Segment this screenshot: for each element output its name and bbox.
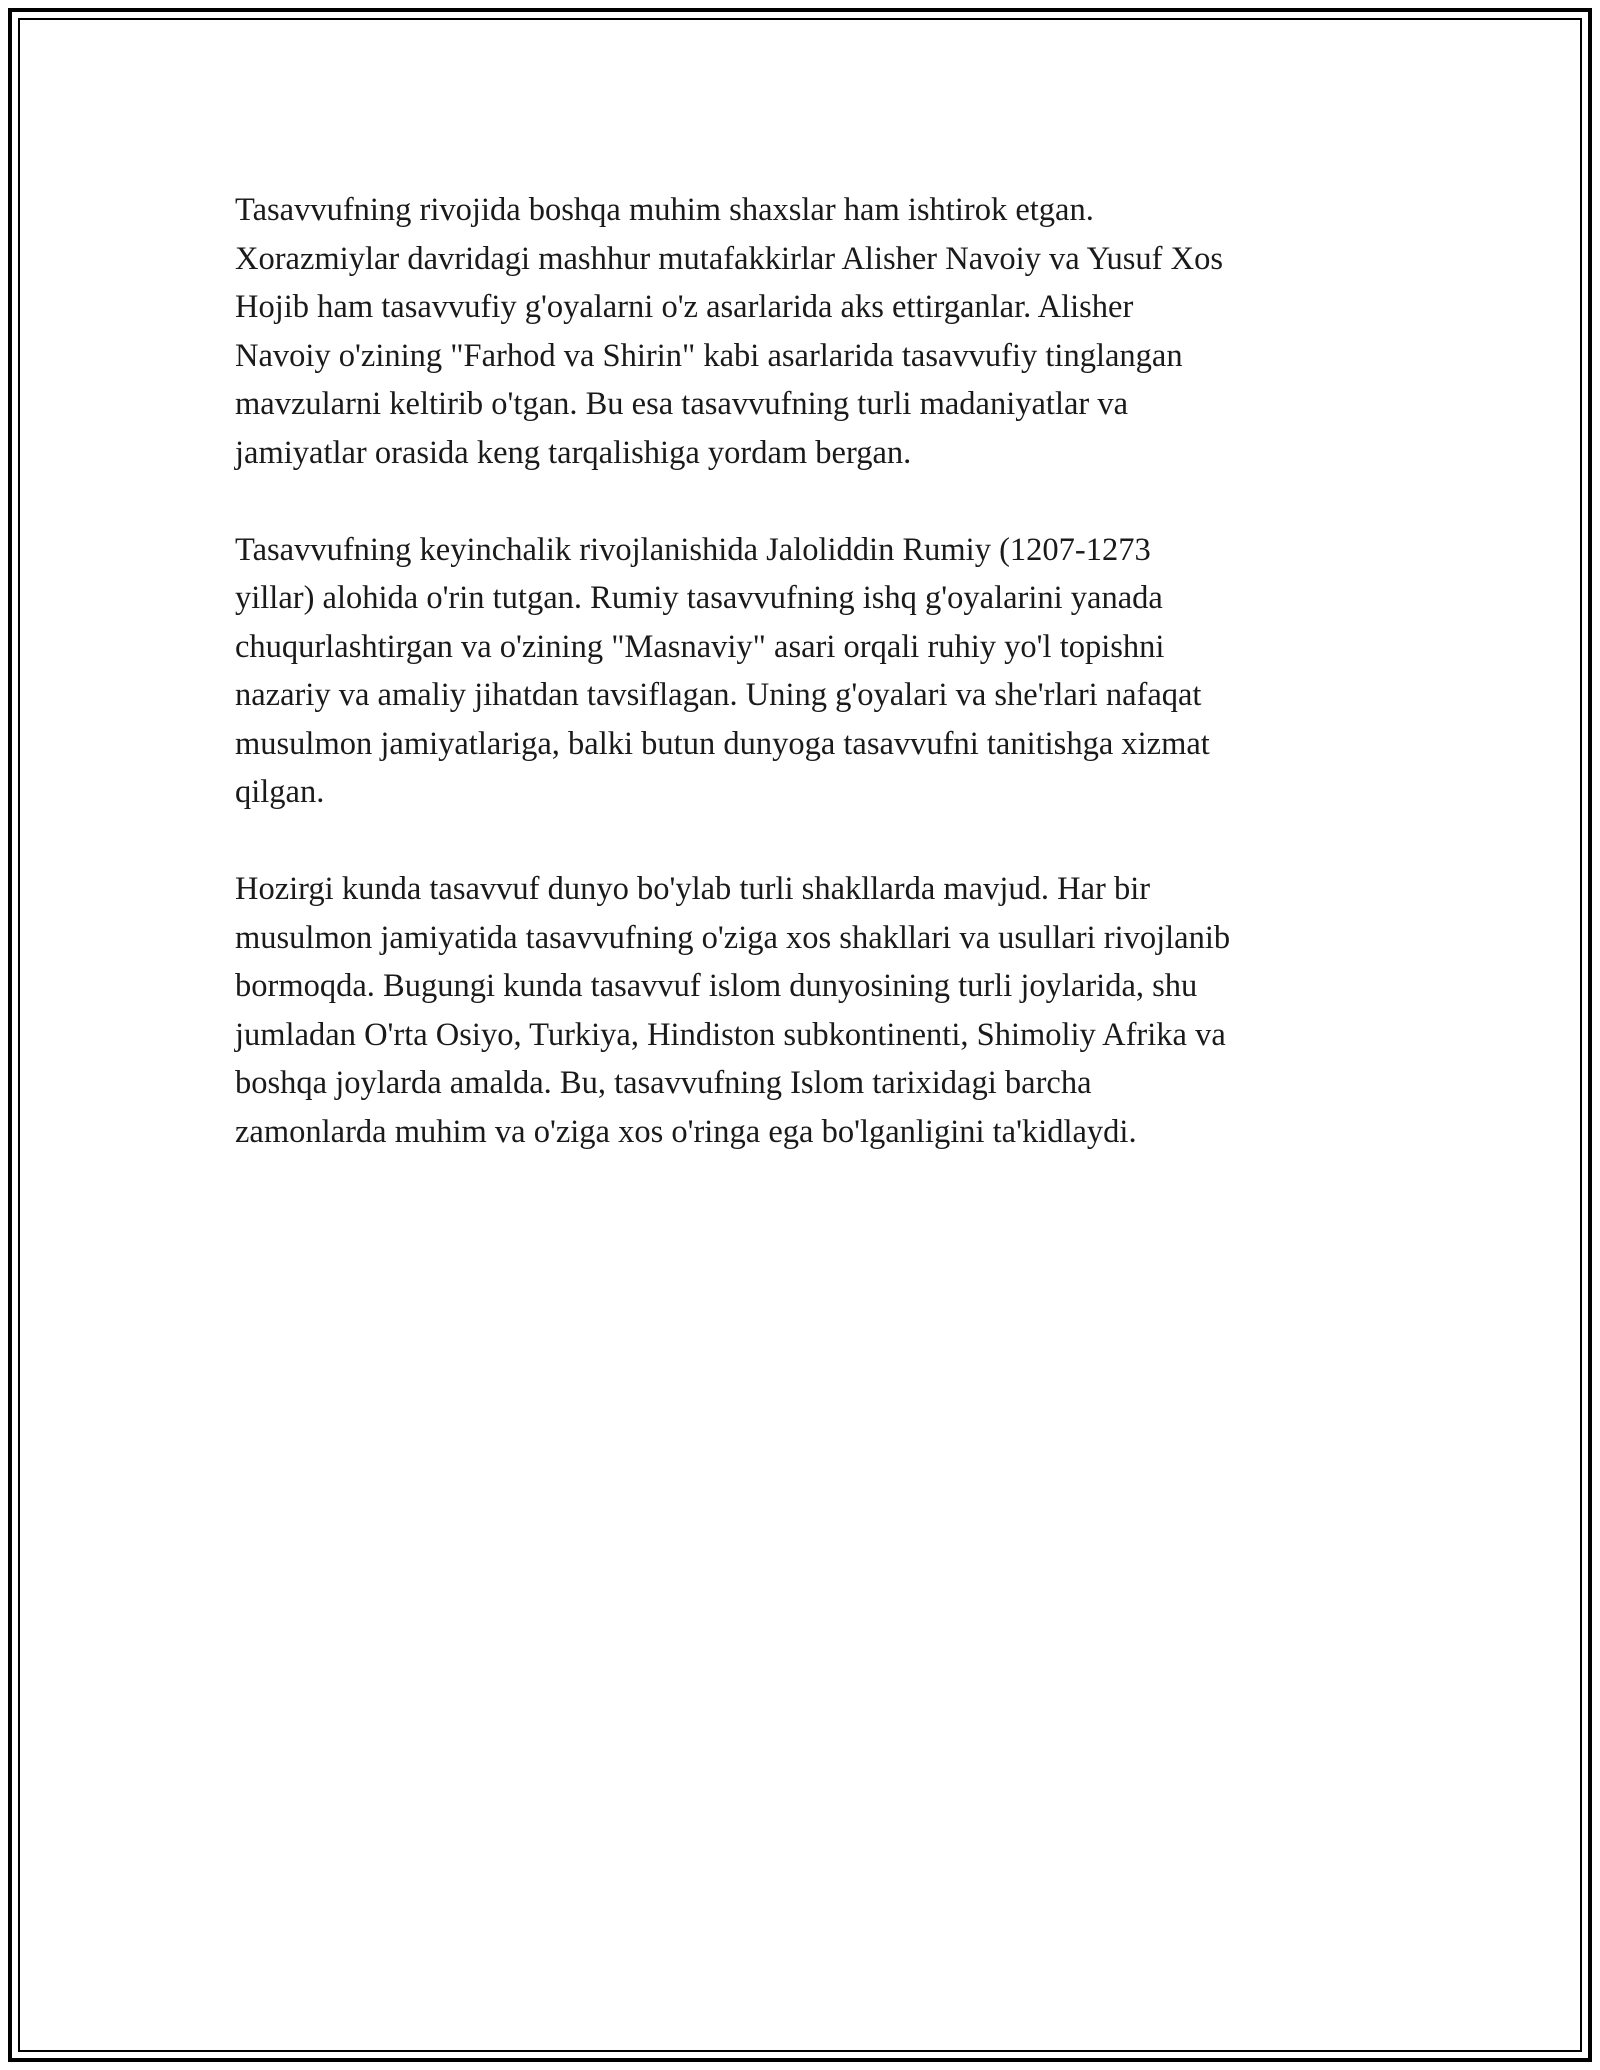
document-body: [235, 186, 1365, 1156]
paragraph-1: Tasavvufning rivojida boshqa muhim shaxslar ham ishtirok etgan. Xorazmiylar davridagi mashhur mutafakkirlar Alisher Navoiy va Yusuf Xos Hojib ham tasavvufiy g'oyalarni o'z asarlarida aks ettirganlar. Alisher Navoiy o'zining "Farhod va Shirin" kabi asarlarida tasavvufiy tinglangan mavzularni keltirib o'tgan. Bu esa tasavvufning turli madaniyatlar va jamiyatlar orasida keng tarqalishiga yordam bergan.: [235, 192, 1223, 471]
paragraph-3: Hozirgi kunda tasavvuf dunyo bo'ylab turli shakllarda mavjud. Har bir musulmon jamiyatida tasavvufning o'ziga xos shakllari va usullari rivojlanib bormoqda. Bugungi kunda tasavvuf islom dunyosining turli joylarida, shu jumladan O'rta Osiyo, Turkiya, Hindiston subkontinenti, Shimoliy Afrika va boshqa joylarda amalda. Bu, tasavvufning Islom tarixidagi barcha zamonlarda muhim va o'ziga xos o'ringa ega bo'lganligini ta'kidlaydi.: [235, 871, 1231, 1150]
paragraph-2: Tasavvufning keyinchalik rivojlanishida Jaloliddin Rumiy (1207-1273 yillar) alohida o'rin tutgan. Rumiy tasavvufning ishq g'oyalarini yanada chuqurlashtirgan va o'zining "Masnaviy" asari orqali ruhiy yo'l topishni nazariy va amaliy jihatdan tavsiflagan. Uning g'oyalari va she'rlari nafaqat musulmon jamiyatlariga, balki butun dunyoga tasavvufni tanitishga xizmat qilgan.: [235, 531, 1210, 810]
